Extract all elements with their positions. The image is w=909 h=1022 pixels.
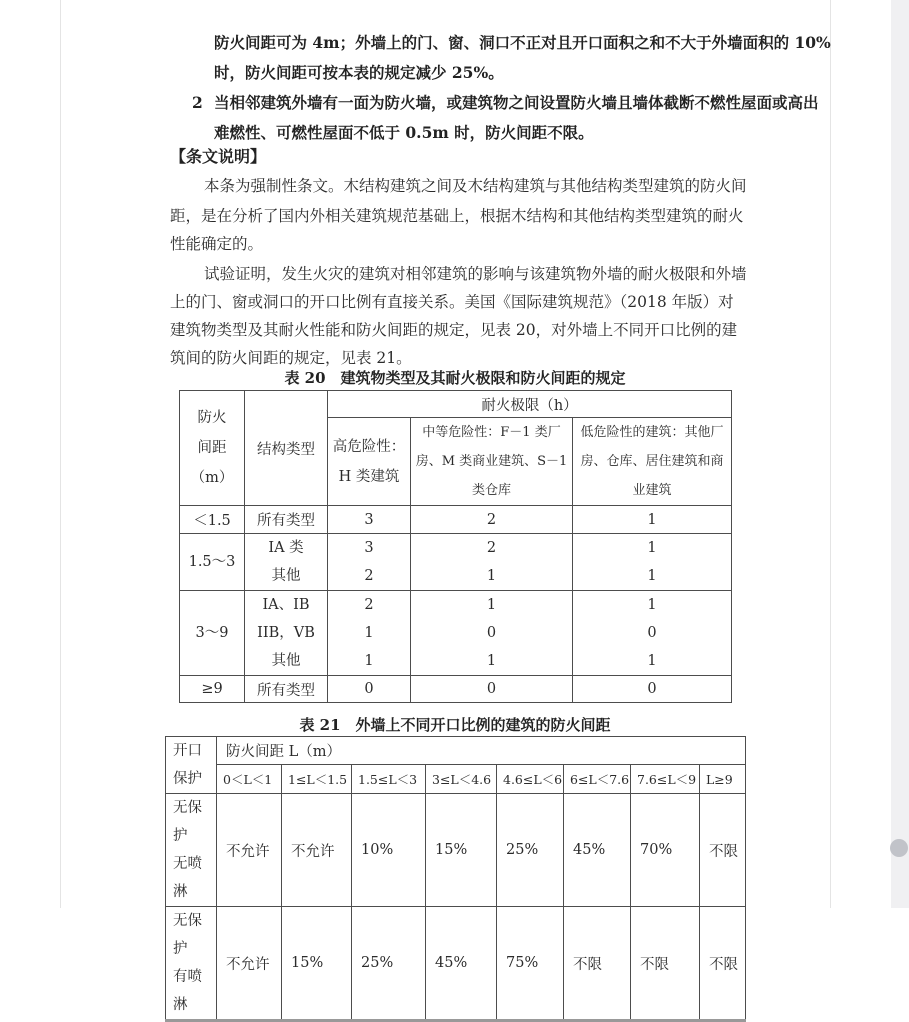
- text-line: 无喷淋: [173, 856, 202, 900]
- text-line: 1: [364, 653, 374, 669]
- table-20: [179, 390, 732, 703]
- table-20-caption: 表 20 建筑物类型及其耐火极限和防火间距的规定: [284, 369, 626, 387]
- text-line: 1: [486, 597, 497, 613]
- table-row: [180, 591, 732, 676]
- paragraph-line: 上的门、窗或洞口的开口比例有直接关系。美国《国际建筑规范》（2018 年版）对: [170, 293, 734, 311]
- t20-header-low-risk: [573, 418, 732, 506]
- text-line: 2: [364, 568, 374, 584]
- t20-cell-medium: [411, 591, 573, 676]
- page-left-edge: [60, 0, 61, 908]
- clause-item-continuation: 难燃性、可燃性屋面不低于 0.5m 时，防火间距不限。: [214, 123, 594, 142]
- text-line: 房、仓库、居住建筑和商: [580, 454, 724, 469]
- text-line: 1: [647, 568, 657, 584]
- t21-cell-value: 不限: [700, 907, 746, 1021]
- t21-header-range: 0＜L＜1: [217, 765, 282, 794]
- t20-cell-high: [328, 591, 411, 676]
- t20-header-high-risk: [328, 418, 411, 506]
- text-line: 0: [647, 681, 657, 697]
- table-row: [166, 907, 746, 1021]
- t21-row-label: [166, 794, 217, 907]
- t21-cell-value: 不允许: [217, 907, 282, 1021]
- clause-item-number: 2: [192, 93, 203, 112]
- text-line: 中等危险性：F－1 类厂: [422, 425, 561, 440]
- t21-cell-value: 75%: [497, 907, 564, 1021]
- text-line: 1: [647, 540, 657, 556]
- t20-cell-type: [245, 591, 328, 676]
- t20-cell-distance: 1.5～3: [180, 534, 245, 591]
- text-line: 2: [364, 597, 374, 613]
- text-line: 低危险性的建筑：其他厂: [580, 425, 724, 440]
- t21-header-range: 1≤L＜1.5: [282, 765, 352, 794]
- t20-cell-medium: [411, 534, 573, 591]
- text-line: 0: [647, 625, 657, 641]
- text-line: 其他: [271, 568, 301, 584]
- t20-header-distance: [180, 391, 245, 506]
- t21-cell-value: 70%: [631, 794, 700, 907]
- text-line: IIB，VB: [257, 625, 315, 641]
- t21-header-distance-span: 防火间距 L（m）: [217, 737, 746, 765]
- paragraph-line: 本条为强制性条文。木结构建筑之间及木结构建筑与其他结构类型建筑的防火间: [204, 177, 747, 195]
- t20-cell-medium: [411, 676, 573, 703]
- t20-cell-distance: ≥9: [180, 676, 245, 703]
- text-line: 有喷淋: [173, 969, 202, 1013]
- t21-header-range: L≥9: [700, 765, 746, 794]
- t20-cell-low: [573, 676, 732, 703]
- t20-cell-distance: 3～9: [180, 591, 245, 676]
- t20-cell-low: [573, 591, 732, 676]
- clause-continuation-line: 时，防火间距可按本表的规定减少 25%。: [214, 63, 504, 82]
- t20-header-fire-limit: 耐火极限（h）: [328, 391, 732, 418]
- text-line: 0: [486, 681, 497, 697]
- text-line: 房、M 类商业建筑、S－1: [415, 454, 568, 469]
- t21-header-range: 7.6≤L＜9: [631, 765, 700, 794]
- t21-cell-value: 25%: [352, 907, 426, 1021]
- text-line: 高危险性：: [332, 438, 406, 455]
- text-line: 所有类型: [257, 513, 315, 529]
- t21-header-range: 1.5≤L＜3: [352, 765, 426, 794]
- text-line: 1: [486, 568, 497, 584]
- clause-item-2: [192, 93, 819, 113]
- text-line: 0: [486, 625, 497, 641]
- text-line: 防火: [197, 410, 227, 426]
- scrollbar-thumb[interactable]: [890, 839, 908, 857]
- clause-continuation-line: 防火间距可为 4m；外墙上的门、窗、洞口不正对且开口面积之和不大于外墙面积的 10%: [214, 33, 831, 52]
- paragraph-line: 距，是在分析了国内外相关建筑规范基础上，根据木结构和其他结构类型建筑的耐火: [170, 207, 744, 225]
- page-right-edge: [830, 0, 831, 908]
- table-row: [180, 506, 732, 534]
- table-row: [166, 737, 746, 765]
- text-line: IA 类: [268, 540, 304, 556]
- t20-cell-type: [245, 676, 328, 703]
- text-line: 3: [364, 540, 374, 556]
- t21-cell-value: 不限: [700, 794, 746, 907]
- t20-cell-distance: ＜1.5: [180, 506, 245, 534]
- table-row: [166, 765, 746, 794]
- t21-row-label: [166, 907, 217, 1021]
- t21-header-range: 4.6≤L＜6: [497, 765, 564, 794]
- t21-header-range: 3≤L＜4.6: [426, 765, 497, 794]
- text-line: 2: [486, 511, 497, 528]
- text-line: 0: [364, 681, 374, 697]
- scrollbar-track[interactable]: [891, 0, 909, 908]
- text-line: 其他: [271, 653, 301, 669]
- t20-cell-type: [245, 506, 328, 534]
- paragraph-line: 筑间的防火间距的规定，见表 21。: [170, 349, 412, 367]
- text-line: 1: [647, 597, 657, 613]
- text-line: 所有类型: [257, 682, 315, 699]
- paragraph-line: 建筑物类型及其耐火性能和防火间距的规定，见表 20，对外墙上不同开口比例的建: [170, 321, 738, 339]
- t21-cell-value: 15%: [282, 907, 352, 1021]
- paragraph-line: 试验证明，发生火灾的建筑对相邻建筑的影响与该建筑物外墙的耐火极限和外墙: [204, 265, 747, 283]
- t20-cell-low: [573, 534, 732, 591]
- text-line: 开口: [173, 743, 202, 759]
- text-line: 1: [647, 511, 657, 528]
- clause-item-text: 当相邻建筑外墙有一面为防火墙，或建筑物之间设置防火墙且墙体截断不燃性屋面或高出: [214, 93, 819, 112]
- text-line: 3: [364, 511, 374, 528]
- t20-cell-medium: [411, 506, 573, 534]
- paragraph-line: 性能确定的。: [170, 235, 264, 253]
- t21-header-opening-protection: [166, 737, 217, 794]
- t21-cell-value: 15%: [426, 794, 497, 907]
- text-line: H 类建筑: [338, 468, 400, 485]
- text-line: 间距: [197, 440, 227, 456]
- table-row: [180, 534, 732, 591]
- explanation-heading: 【条文说明】: [170, 147, 267, 166]
- t21-cell-value: 不限: [564, 907, 631, 1021]
- text-line: IA、IB: [262, 597, 310, 613]
- t20-header-medium-risk: [411, 418, 573, 506]
- text-line: （m）: [190, 470, 234, 486]
- t20-cell-high: [328, 506, 411, 534]
- t20-cell-type: [245, 534, 328, 591]
- t21-header-range: 6≤L＜7.6: [564, 765, 631, 794]
- text-line: 无保护: [173, 913, 202, 957]
- text-line: 2: [486, 540, 497, 556]
- t21-cell-value: 45%: [564, 794, 631, 907]
- text-line: 1: [364, 625, 374, 641]
- table-21-caption: 表 21 外墙上不同开口比例的建筑的防火间距: [299, 716, 611, 734]
- t21-cell-value: 45%: [426, 907, 497, 1021]
- t20-cell-high: [328, 676, 411, 703]
- t21-cell-value: 25%: [497, 794, 564, 907]
- text-line: 1: [647, 653, 657, 669]
- text-line: 保护: [173, 771, 202, 787]
- t21-cell-value: 10%: [352, 794, 426, 907]
- text-line: 无保护: [173, 800, 202, 844]
- t20-cell-low: [573, 506, 732, 534]
- t21-cell-value: 不允许: [217, 794, 282, 907]
- text-line: 1: [486, 653, 497, 669]
- table-row: [166, 794, 746, 907]
- t21-cell-value: 不限: [631, 907, 700, 1021]
- text-line: 业建筑: [632, 483, 672, 498]
- text-line: 类仓库: [471, 483, 511, 498]
- table-row: [180, 391, 732, 418]
- t20-header-structure-type: 结构类型: [245, 391, 328, 506]
- table-row: [180, 676, 732, 703]
- t20-cell-high: [328, 534, 411, 591]
- table-21: [165, 736, 746, 1022]
- t21-cell-value: 不允许: [282, 794, 352, 907]
